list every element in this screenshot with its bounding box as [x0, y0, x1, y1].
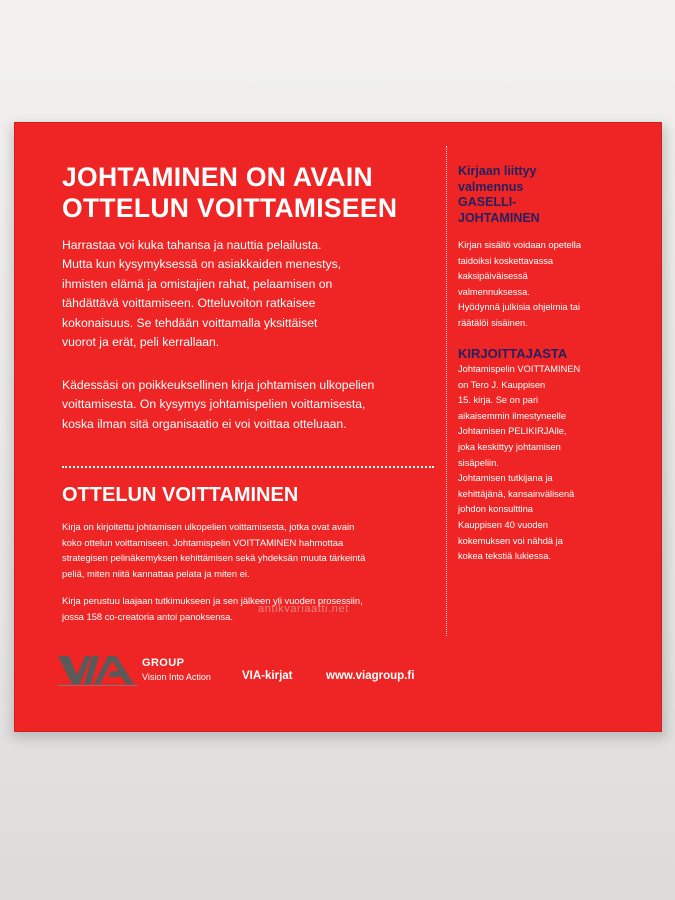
summary-paragraph: [62, 519, 434, 581]
main-title: [62, 162, 432, 224]
logo-group-text: GROUP: [142, 657, 185, 669]
author-line: Johtamispelin VOITTAMINEN: [458, 364, 581, 374]
author-line: sisäpeliin.: [458, 457, 499, 468]
research-line: jossa 158 co-creatoria antoi panoksensa.: [62, 610, 233, 622]
intro-line: vuorot ja erät, peli kerrallaan.: [62, 335, 220, 350]
coaching-text: [458, 238, 581, 332]
dotted-divider: [62, 466, 434, 468]
author-line: 15. kirja. Se on pari: [458, 395, 539, 406]
main-title-line: JOHTAMINEN ON AVAIN: [62, 162, 373, 192]
summary-line: strategisen pelinäkemyksen kehittämisen sekä yhdeksän muuta tärkeintä: [62, 552, 366, 564]
summary-line: peliä, miten niitä kannattaa pelata ja miten ei.: [62, 567, 250, 579]
author-line: Johtamisen PELIKIRJAlle,: [458, 426, 567, 437]
coaching-line: valmennuksessa.: [458, 286, 530, 297]
section-subtitle: OTTELUN VOITTAMINEN: [62, 484, 299, 506]
watermark-text: antikvariaatti.net: [258, 603, 349, 615]
author-line: kokea tekstiä lukiessa.: [458, 551, 552, 562]
intro-paragraph-2: [62, 376, 434, 434]
intro-line: ihmisten elämä ja omistajien rahat, pelaamisen on: [62, 276, 333, 291]
author-line: johdon konsulttina: [458, 504, 533, 515]
author-line: Johtamisen tutkijana ja: [458, 473, 553, 484]
author-line: kokemuksen voi nähdä ja: [458, 535, 563, 546]
intro2-line: voittamisesta. On kysymys johtamispelien voittamisesta,: [62, 397, 366, 412]
author-line: on Tero J. Kauppisen: [458, 379, 546, 390]
coaching-line: Kirjan sisältö voidaan opetella: [458, 240, 582, 250]
author-line: joka keskittyy johtamisen: [458, 441, 561, 452]
coaching-heading-line: Kirjaan liittyy: [458, 164, 537, 178]
book-back-cover: [14, 122, 662, 732]
summary-line: koko ottelun voittamiseen. Johtamispelin VOITTAMINEN hahmottaa: [62, 536, 344, 548]
intro-line: Harrastaa voi kuka tahansa ja nauttia pelailusta.: [62, 238, 322, 252]
coaching-line: Hyödynnä julkisia ohjelmia tai: [458, 302, 580, 313]
coaching-heading-line: JOHTAMINEN: [458, 210, 540, 225]
coaching-heading-line: valmennus: [458, 179, 524, 194]
intro2-line: koska ilman sitä organisaatio ei voi voittaa otteluaan.: [62, 416, 347, 431]
summary-line: Kirja on kirjoitettu johtamisen ulkopelien voittamisesta, jotka ovat avain: [62, 521, 355, 532]
author-heading-text: KIRJOITTAJASTA: [458, 346, 568, 361]
author-text: [458, 362, 580, 565]
main-title-line: OTTELUN VOITTAMISEEN: [62, 193, 398, 223]
coaching-line: räätälöi sisäinen.: [458, 317, 528, 328]
coaching-heading: [458, 164, 540, 226]
coaching-heading-line: GASELLI-: [458, 195, 517, 209]
intro-line: kokonaisuus. Se tehdään voittamalla yksittäiset: [62, 315, 318, 330]
intro-paragraph: [62, 236, 434, 352]
author-line: aikaisemmin ilmestyneelle: [458, 410, 566, 421]
coaching-line: taidoiksi koskettavassa: [458, 255, 554, 266]
research-line: Kirja perustuu laajaan tutkimukseen ja sen jälkeen yli vuoden prosessiin,: [62, 595, 363, 606]
coaching-line: kaksipäiväisessä: [458, 271, 528, 282]
author-line: kehittäjänä, kansainvälisenä: [458, 488, 575, 499]
author-heading: [458, 346, 567, 362]
logo-tagline: Vision Into Action: [142, 672, 211, 682]
author-line: Kauppisen 40 vuoden: [458, 519, 548, 530]
intro-line: tähdättävä voittamiseen. Otteluvoiton ratkaisee: [62, 296, 316, 311]
website-url: www.viagroup.fi: [326, 670, 415, 682]
intro2-line: Kädessäsi on poikkeuksellinen kirja johtamisen ulkopelien: [62, 378, 375, 392]
via-logo-icon: [58, 653, 140, 687]
intro-line: Mutta kun kysymyksessä on asiakkaiden menestys,: [62, 257, 342, 272]
column-divider: [446, 146, 447, 636]
publisher-name: VIA-kirjat: [242, 670, 293, 682]
